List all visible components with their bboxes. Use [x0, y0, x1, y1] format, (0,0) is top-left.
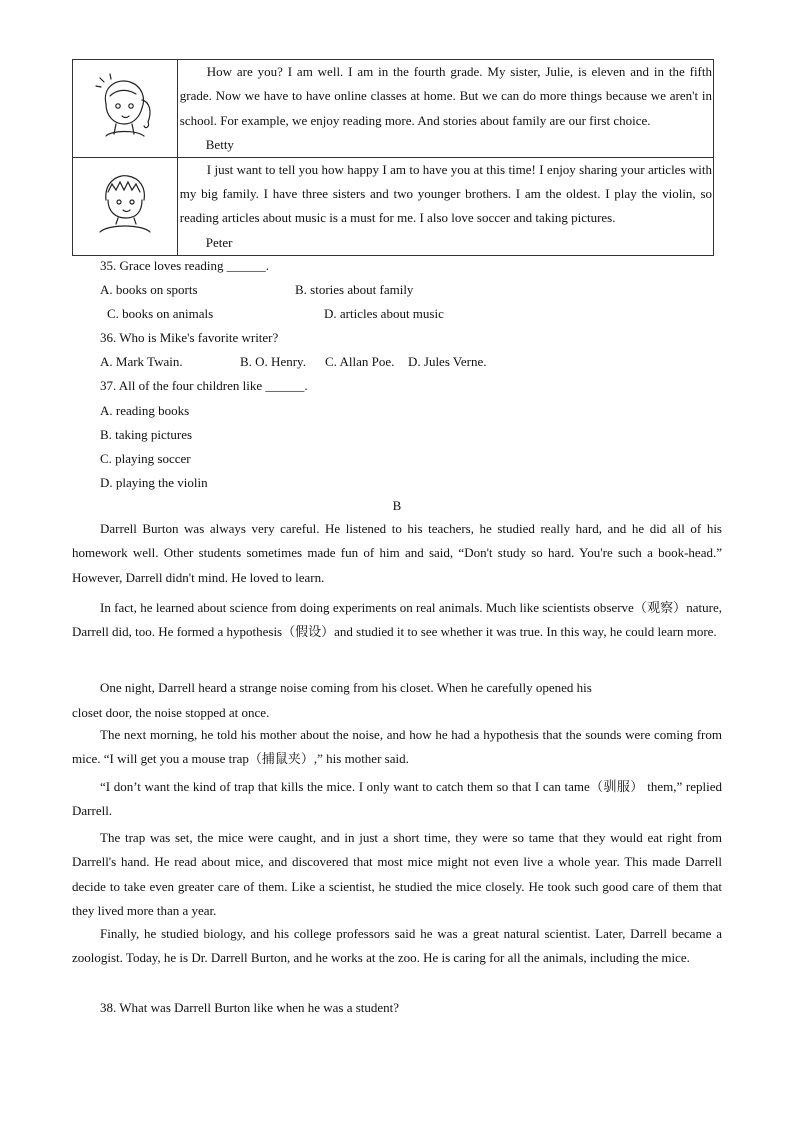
question-37: 37. All of the four children like ______.: [100, 378, 308, 393]
q37-option-d: D. playing the violin: [100, 475, 208, 490]
letter-text-cell: [177, 60, 713, 158]
question-38: 38. What was Darrell Burton like when he was a student?: [100, 1000, 400, 1015]
passage-paragraph: Darrell Burton was always very careful. He listened to his teachers, he studied really hard, and he did all of his homework well. Other students sometimes made fun of him and said, “Don't study so hard. You're such a book-head.” However, Darrell didn't mind. He loved to learn.: [72, 521, 722, 585]
passage-paragraph: closet door, the noise stopped at once.: [72, 705, 270, 720]
avatar-cell: [73, 157, 178, 255]
letters-table: [72, 59, 714, 256]
q35-option-a: A. books on sports: [100, 282, 198, 297]
q37-option-a: A. reading books: [100, 403, 190, 418]
passage-paragraph: The trap was set, the mice were caught, and in just a short time, they were so tame that they would eat right from Darrell's hand. He read about mice, and discovered that most mice might not even live a whole year. This made Darrell decide to take even greater care of them. Like a scientist, he studied the mice closely. He took such good care of them that they lived more than a year.: [72, 830, 722, 918]
girl-avatar-icon: [92, 72, 158, 142]
letter-signature: Betty: [205, 136, 234, 152]
question-35: 35. Grace loves reading ______.: [100, 258, 269, 273]
passage-paragraph: In fact, he learned about science from doing experiments on real animals. Much like scientists observe（观察）nature, Darrell did, too. He formed a hypothesis（假设）and studied it to see whether it was true. In this way, he could learn more.: [72, 600, 722, 640]
boy-avatar-icon: [92, 170, 158, 236]
passage-paragraph: One night, Darrell heard a strange noise coming from his closet. When he carefully opened his: [100, 680, 592, 695]
section-b-heading: B: [392, 498, 402, 513]
letter-body: I just want to tell you how happy I am to have you at this time! I enjoy sharing your articles with my big family. I have three sisters and two younger brothers. I am the oldest. I play the violin, so reading articles about music is a must for me. I also love soccer and taking pictures.: [179, 161, 712, 226]
passage-paragraph: The next morning, he told his mother about the noise, and how he had a hypothesis that the sounds were coming from mice. “I will get you a mouse trap（捕鼠夹）,” his mother said.: [72, 727, 722, 767]
letter-body: How are you? I am well. I am in the fourth grade. My sister, Julie, is eleven and in the fifth grade. Now we have to have online classes at home. But we can do more things because we aren't in school. For example, we enjoy reading more. And stories about family are our first choice.: [179, 64, 712, 128]
question-36: 36. Who is Mike's favorite writer?: [100, 330, 279, 345]
letter-row: [73, 157, 714, 255]
q35-option-d: D. articles about music: [324, 306, 444, 321]
q36-option-a: A. Mark Twain.: [100, 354, 183, 369]
q37-option-c: C. playing soccer: [100, 451, 191, 466]
q37-option-b: B. taking pictures: [100, 427, 193, 442]
letter-text-cell: [177, 157, 713, 255]
q36-option-b: B. O. Henry.: [240, 354, 306, 369]
passage-paragraph: “I don’t want the kind of trap that kills the mice. I only want to catch them so that I can tame（驯服） them,” replied Darrell.: [72, 779, 722, 819]
letter-row: [73, 60, 714, 158]
q35-option-b: B. stories about family: [295, 282, 414, 297]
letter-signature: Peter: [205, 234, 233, 250]
q36-option-c: C. Allan Poe.: [325, 354, 395, 369]
q35-option-c: C. books on animals: [107, 306, 214, 321]
q36-option-d: D. Jules Verne.: [408, 354, 487, 369]
passage-paragraph: Finally, he studied biology, and his college professors said he was a great natural scientist. Later, Darrell became a zoologist. Today, he is Dr. Darrell Burton, and he works at the zoo. He is caring for all the animals, including the mice.: [72, 926, 722, 966]
avatar-cell: [73, 60, 178, 158]
